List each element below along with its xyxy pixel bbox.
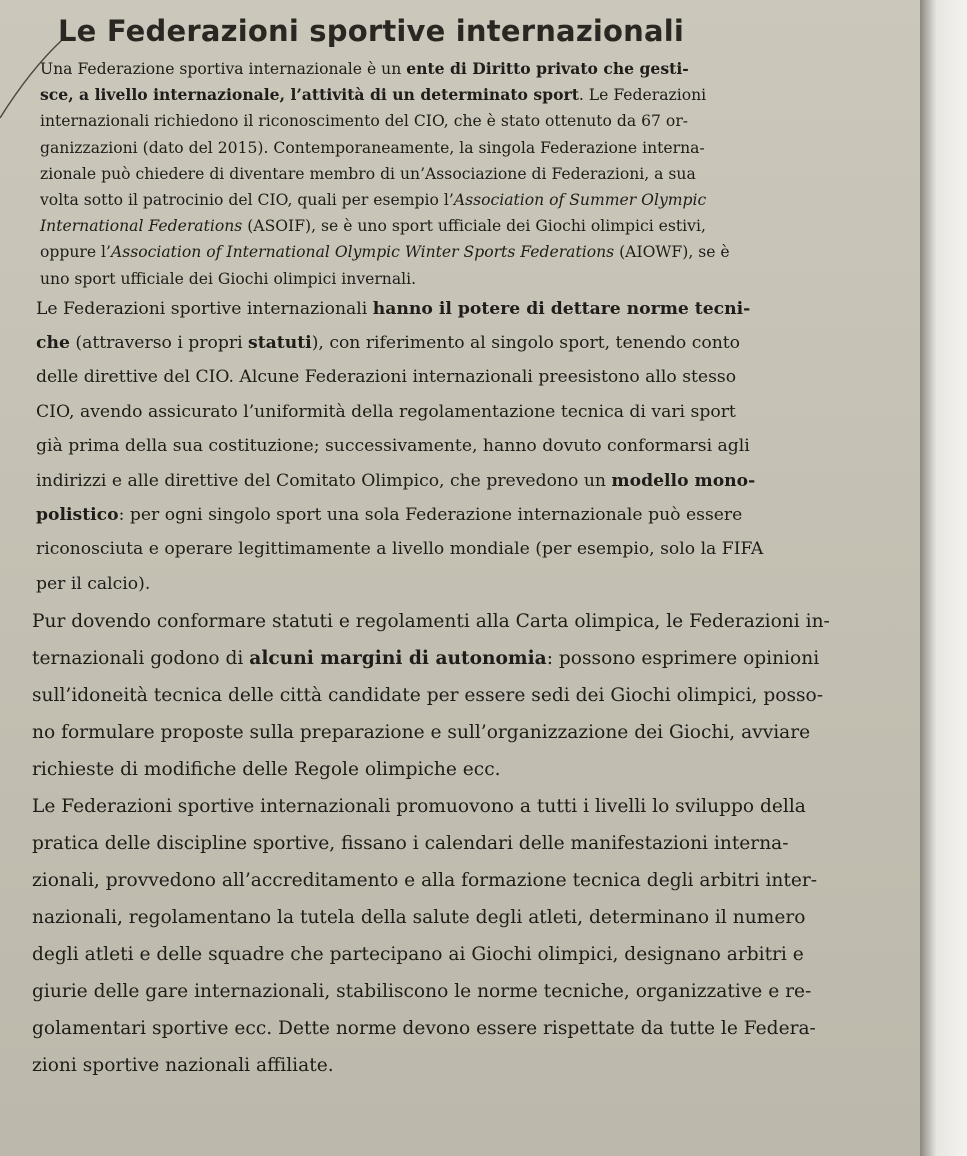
text-segment: (attraverso i propri [69, 333, 249, 354]
text-segment: Una Federazione sportiva internazionale è un [40, 60, 407, 78]
text-segment: indirizzi e alle direttive del Comitato Olimpico, che prevedono un [36, 470, 612, 491]
text-line [32, 936, 912, 973]
text-line [32, 498, 912, 532]
text-line [32, 973, 912, 1010]
text-line [32, 677, 912, 714]
text-segment: già prima della sua costituzione; successivamente, hanno dovuto conformarsi agli [36, 436, 750, 457]
text-segment: (ASOIF), se è uno sport ufficiale dei Giochi olimpici estivi, [242, 217, 706, 236]
text-line [32, 640, 912, 677]
text-line [32, 82, 912, 108]
italic-text: Association of International Olympic Winter Sports Federations [110, 243, 615, 262]
text-line [32, 825, 912, 862]
text-line [32, 187, 912, 213]
text-segment: ), con riferimento al singolo sport, tenendo conto [311, 333, 741, 354]
text-line [32, 326, 912, 360]
text-segment: (AIOWF), se è [614, 243, 730, 262]
bold-text: statuti [248, 333, 312, 354]
text-line [32, 862, 912, 899]
bold-text: sce, a livello internazionale, l’attività di un determinato sport [40, 85, 579, 105]
text-line [32, 266, 912, 292]
text-segment: Le Federazioni sportive internazionali [36, 298, 373, 319]
text-segment: zioni sportive nazionali affiliate. [32, 1055, 334, 1077]
text-segment: : possono esprimere opinioni [546, 648, 820, 670]
section-heading: Le Federazioni sportive internazionali [58, 14, 685, 48]
text-line [32, 532, 912, 566]
text-line [32, 292, 912, 326]
text-line [32, 788, 912, 825]
text-segment: : per ogni singolo sport una sola Federazione internazionale può essere [118, 505, 743, 526]
italic-text: Association of Summer Olympic [453, 190, 707, 209]
text-line [32, 135, 912, 161]
text-segment: delle direttive del CIO. Alcune Federazioni internazionali preesistono allo stesso [36, 367, 737, 388]
text-segment: oppure l’ [40, 243, 111, 262]
bold-text: polistico [36, 505, 119, 526]
bold-text: hanno il potere di dettare norme tecni- [372, 298, 751, 319]
text-segment: ternazionali godono di [32, 648, 250, 670]
text-line [32, 714, 912, 751]
text-line [32, 1047, 912, 1084]
text-segment: richieste di modifiche delle Regole olimpiche ecc. [32, 759, 501, 781]
text-segment: zionali, provvedono all’accreditamento e alla formazione tecnica degli arbitri inter- [32, 870, 818, 892]
text-segment: nazionali, regolamentano la tutela della salute degli atleti, determinano il numero [32, 907, 806, 929]
paragraph-4 [32, 788, 912, 1084]
text-segment: zionale può chiedere di diventare membro di un’Associazione di Federazioni, a sua [40, 164, 696, 183]
bold-text: ente di Diritto privato che gesti- [406, 59, 689, 78]
text-segment: per il calcio). [36, 573, 151, 594]
text-segment: ganizzazioni (dato del 2015). Contemporaneamente, la singola Federazione interna- [40, 138, 705, 157]
bold-text: che [36, 333, 70, 354]
paragraph-2 [32, 292, 912, 602]
text-line [32, 899, 912, 936]
text-line [32, 108, 912, 134]
text-line [32, 567, 912, 601]
text-line [32, 395, 912, 429]
text-segment: uno sport ufficiale dei Giochi olimpici invernali. [40, 269, 417, 288]
text-segment: golamentari sportive ecc. Dette norme devono essere rispettate da tutte le Federa- [32, 1018, 816, 1040]
text-segment: riconosciuta e operare legittimamente a livello mondiale (per esempio, solo la FIFA [36, 539, 764, 560]
text-segment: no formulare proposte sulla preparazione e sull’organizzazione dei Giochi, avviare [32, 722, 811, 744]
text-segment: volta sotto il patrocinio del CIO, quali per esempio l’ [40, 190, 454, 209]
text-line [32, 161, 912, 187]
text-line [32, 1010, 912, 1047]
text-line [32, 239, 912, 265]
text-segment: degli atleti e delle squadre che partecipano ai Giochi olimpici, designano arbitri e [32, 944, 804, 966]
text-segment: giurie delle gare internazionali, stabiliscono le norme tecniche, organizzative e re- [32, 981, 812, 1003]
text-line [32, 429, 912, 463]
text-segment: Pur dovendo conformare statuti e regolamenti alla Carta olimpica, le Federazioni in- [32, 611, 830, 633]
text-segment: Le Federazioni sportive internazionali promuovono a tutti i livelli lo sviluppo della [32, 796, 806, 818]
text-segment: pratica delle discipline sportive, fissano i calendari delle manifestazioni interna- [32, 833, 789, 855]
text-segment: sull’idoneità tecnica delle città candidate per essere sedi dei Giochi olimpici, posso- [32, 685, 824, 707]
text-line [32, 56, 912, 82]
paragraph-3 [32, 603, 912, 788]
bold-text: alcuni margini di autonomia [249, 648, 547, 670]
italic-text: International Federations [40, 217, 243, 236]
text-line [32, 464, 912, 498]
text-line [32, 213, 912, 239]
text-line [32, 751, 912, 788]
article-body [32, 56, 912, 1084]
text-line [32, 603, 912, 640]
text-line [32, 360, 912, 394]
text-segment: . Le Federazioni [578, 86, 707, 105]
text-segment: CIO, avendo assicurato l’uniformità della regolamentazione tecnica di vari sport [36, 401, 736, 422]
next-page-edge [920, 0, 967, 1156]
bold-text: modello mono- [611, 470, 756, 491]
paragraph-1 [32, 56, 912, 292]
text-segment: internazionali richiedono il riconoscimento del CIO, che è stato ottenuto da 67 or- [40, 112, 689, 131]
